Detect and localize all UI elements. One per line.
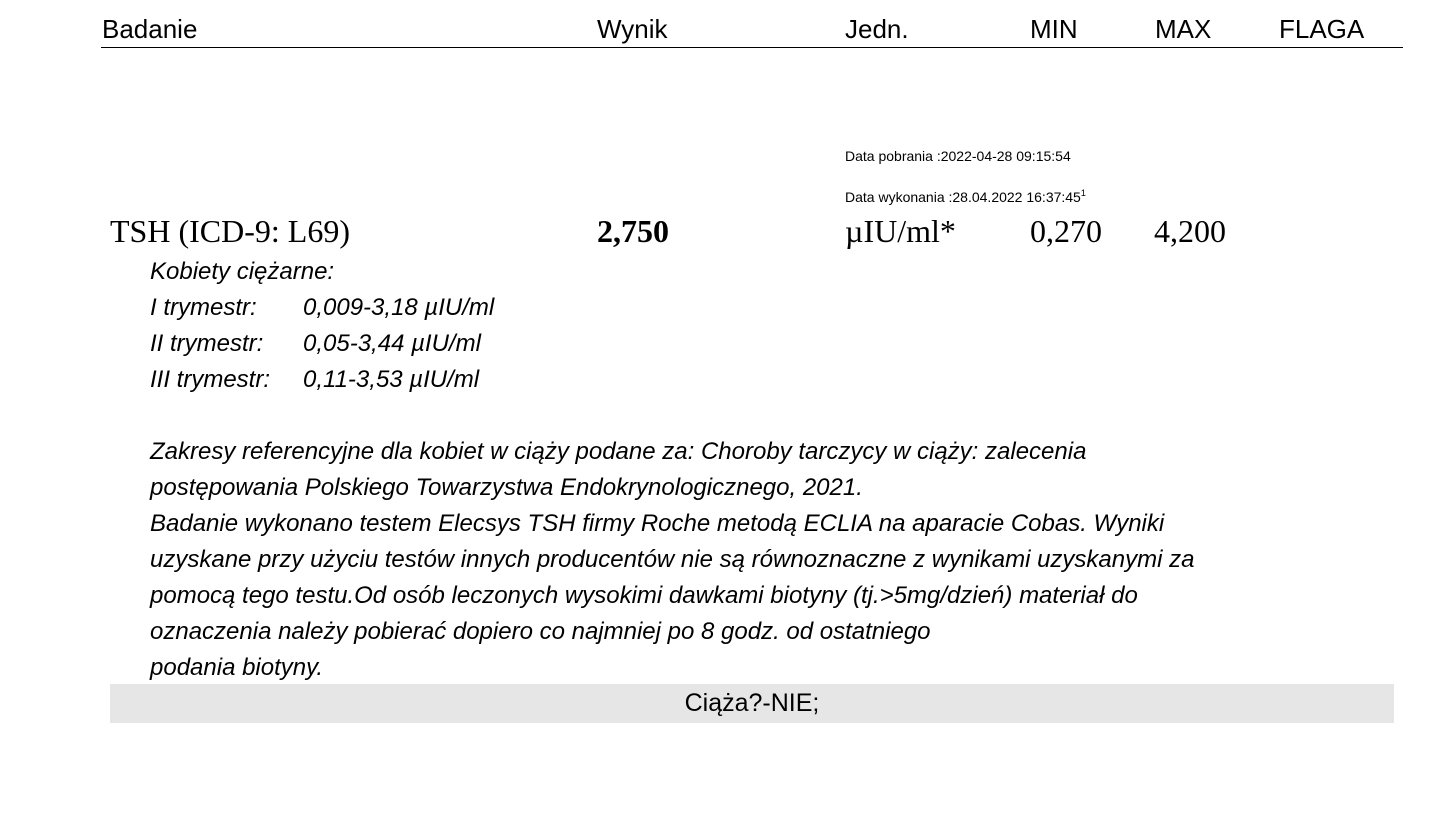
pregnancy-title: Kobiety ciężarne: [150,258,335,285]
result-max: 4,200 [1154,213,1226,249]
header-flag: FLAGA [1279,14,1365,44]
result-min: 0,270 [1030,213,1102,249]
note-line: postępowania Polskiego Towarzystwa Endokrynologicznego, 2021. [150,474,863,501]
note-line: podania biotyny. [150,654,324,681]
execution-marker: 1 [1080,188,1086,198]
pregnancy-status-bar [110,684,1394,723]
trimester-label: I trymestr: [150,294,257,321]
trimester-range: 0,11-3,53 µIU/ml [303,366,480,393]
note-line: Badanie wykonano testem Elecsys TSH firmy Roche metodą ECLIA na aparacie Cobas. Wyniki [150,510,1165,537]
pregnancy-status: Ciąża?-NIE; [684,689,820,717]
note-line: uzyskane przy użyciu testów innych producentów nie są równoznaczne z wynikami uzyskanymi za [150,546,1195,573]
execution-date-line [845,188,1086,205]
header-test: Badanie [102,14,198,44]
result-value: 2,750 [597,213,669,249]
result-unit: µIU/ml* [845,213,956,249]
collection-date: Data pobrania :2022-04-28 09:15:54 [845,148,1071,164]
header-unit: Jedn. [845,14,909,44]
test-name: TSH (ICD-9: L69) [110,213,350,249]
header-divider [101,47,1403,48]
header-max: MAX [1155,14,1212,44]
notes-paragraph [150,434,1370,686]
execution-date: Data wykonania :28.04.2022 16:37:45 [845,189,1081,205]
note-line: Zakresy referencyjne dla kobiet w ciąży podane za: Choroby tarczycy w ciąży: zalecenia [150,438,1087,465]
trimester-label: II trymestr: [150,330,264,357]
trimester-range: 0,009-3,18 µIU/ml [303,294,495,321]
note-line: oznaczenia należy pobierać dopiero co najmniej po 8 godz. od ostatniego [150,618,931,645]
header-min: MIN [1030,14,1078,44]
trimester-label: III trymestr: [150,366,270,393]
header-result: Wynik [597,14,668,44]
note-line: pomocą tego testu.Od osób leczonych wysokimi dawkami biotyny (tj.>5mg/dzień) materiał do [150,582,1138,609]
trimester-range: 0,05-3,44 µIU/ml [303,330,481,357]
